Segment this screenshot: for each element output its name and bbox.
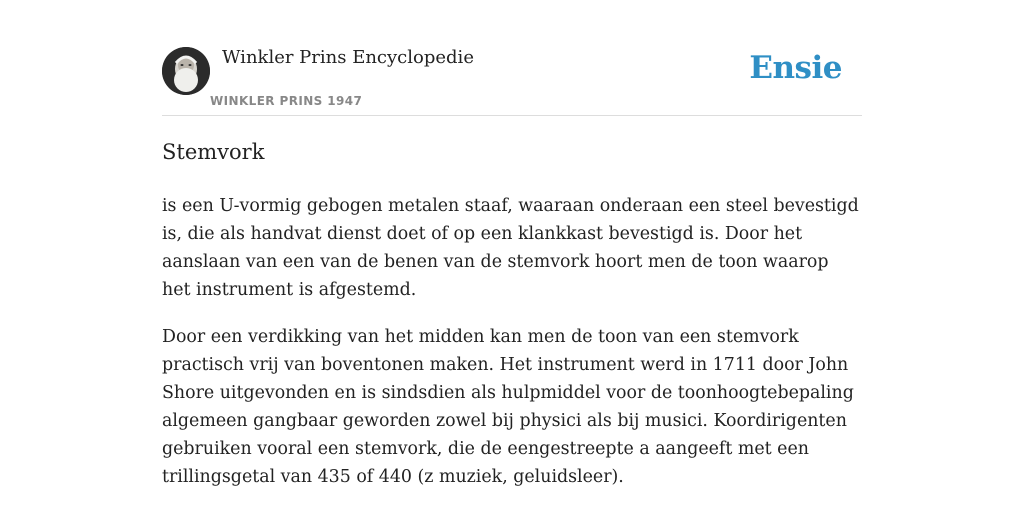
article-paragraph: Door een verdikking van het midden kan men de toon van een stemvork practisch vrij van boventonen maken. Het instrument werd in 1711 door John Shore uitgevonden en is sindsdien als hulpmiddel voor de toonhoogtebepaling algemeen gangbaar geworden zowel bij physici als bij musici. Koordirigenten gebruiken vooral een stemvork, die de eengestreepte a aangeeft met een trillingsgetal van 435 of 440 (z muziek, geluidsleer). <box>162 327 854 487</box>
brand-logo[interactable]: Ensie <box>749 50 842 86</box>
source-title[interactable]: Winkler Prins Encyclopedie <box>222 47 474 68</box>
source-header <box>162 0 862 116</box>
article-title: Stemvork <box>162 140 265 164</box>
article-paragraph: is een U-vormig gebogen metalen staaf, waaraan onderaan een steel bevestigd is, die als handvat dienst doet of op een klankkast bevestigd is. Door het aanslaan van een van de benen van de stemvork hoort men de toon waarop het instrument is afgestemd. <box>162 196 859 300</box>
page-content <box>162 0 862 487</box>
source-subtitle[interactable]: WINKLER PRINS 1947 <box>210 94 363 108</box>
portrait-avatar-icon[interactable] <box>162 47 210 95</box>
